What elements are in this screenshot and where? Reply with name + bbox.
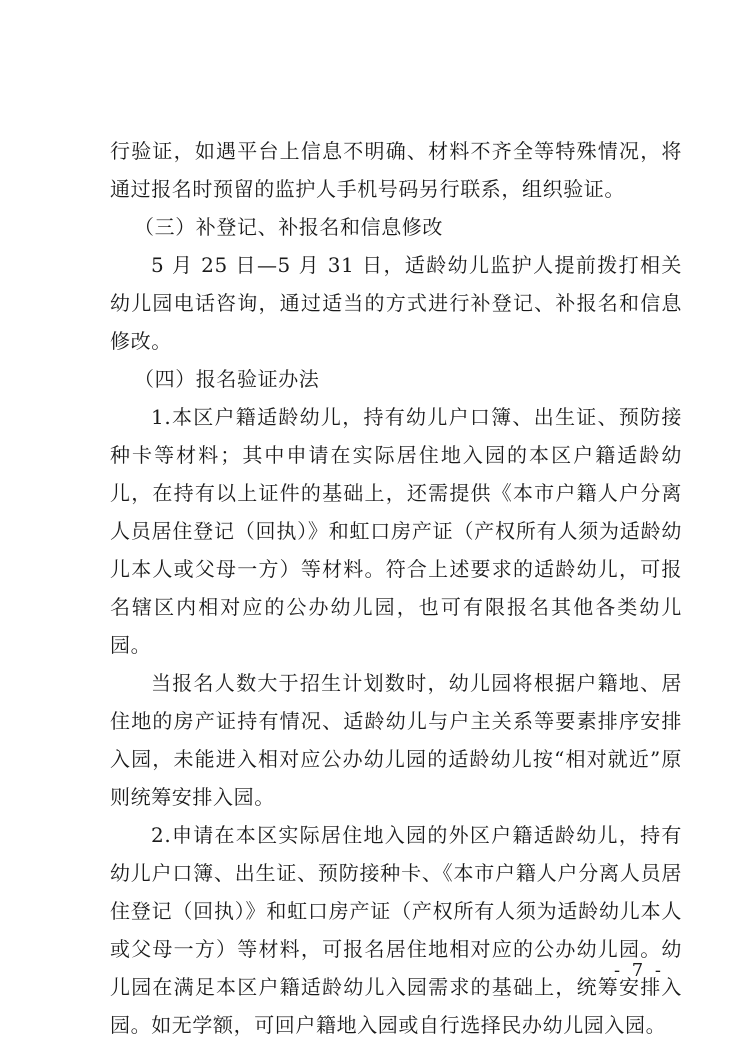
paragraph-supplementary-dates: 5 月 25 日—5 月 31 日，适龄幼儿监护人提前拨打相关幼儿园电话咨询，通过适当的方式进行补登记、补报名和信息修改。: [110, 253, 682, 353]
section-heading-supplementary-registration: （三）补登记、补报名和信息修改: [134, 215, 443, 239]
paragraph-oversubscription-rule: 当报名人数大于招生计划数时，幼儿园将根据户籍地、居住地的房产证持有情况、适龄幼儿与户主关系等要素排序安排入园，未能进入相对应公办幼儿园的适龄幼儿按“相对就近”原则统筹安排入园。: [110, 671, 682, 809]
page-number: - 7 -: [613, 960, 664, 981]
paragraph-verification-continued: 行验证，如遇平台上信息不明确、材料不齐全等特殊情况，将通过报名时预留的监护人手机号码另行联系，组织验证。: [110, 139, 682, 201]
section-heading-verification-methods: （四）报名验证办法: [134, 367, 320, 391]
paragraph-local-hukou-children: 1.本区户籍适龄幼儿，持有幼儿户口簿、出生证、预防接种卡等材料；其中申请在实际居住地入园的本区户籍适龄幼儿，在持有以上证件的基础上，还需提供《本市户籍人户分离人员居住登记（回执）》和虹口房产证（产权所有人须为适龄幼儿本人或父母一方）等材料。符合上述要求的适龄幼儿，可报名辖区内相对应的公办幼儿园，也可有限报名其他各类幼儿园。: [110, 405, 682, 657]
paragraph-other-district-children: 2.申请在本区实际居住地入园的外区户籍适龄幼儿，持有幼儿户口簿、出生证、预防接种卡、《本市户籍人户分离人员居住登记（回执）》和虹口房产证（产权所有人须为适龄幼儿本人或父母一方）等材料，可报名居住地相对应的公办幼儿园。幼儿园在满足本区户籍适龄幼儿入园需求的基础上，统筹安排入园。如无学额，可回户籍地入园或自行选择民办幼儿园入园。: [110, 823, 682, 1037]
document-body: [110, 132, 682, 1044]
